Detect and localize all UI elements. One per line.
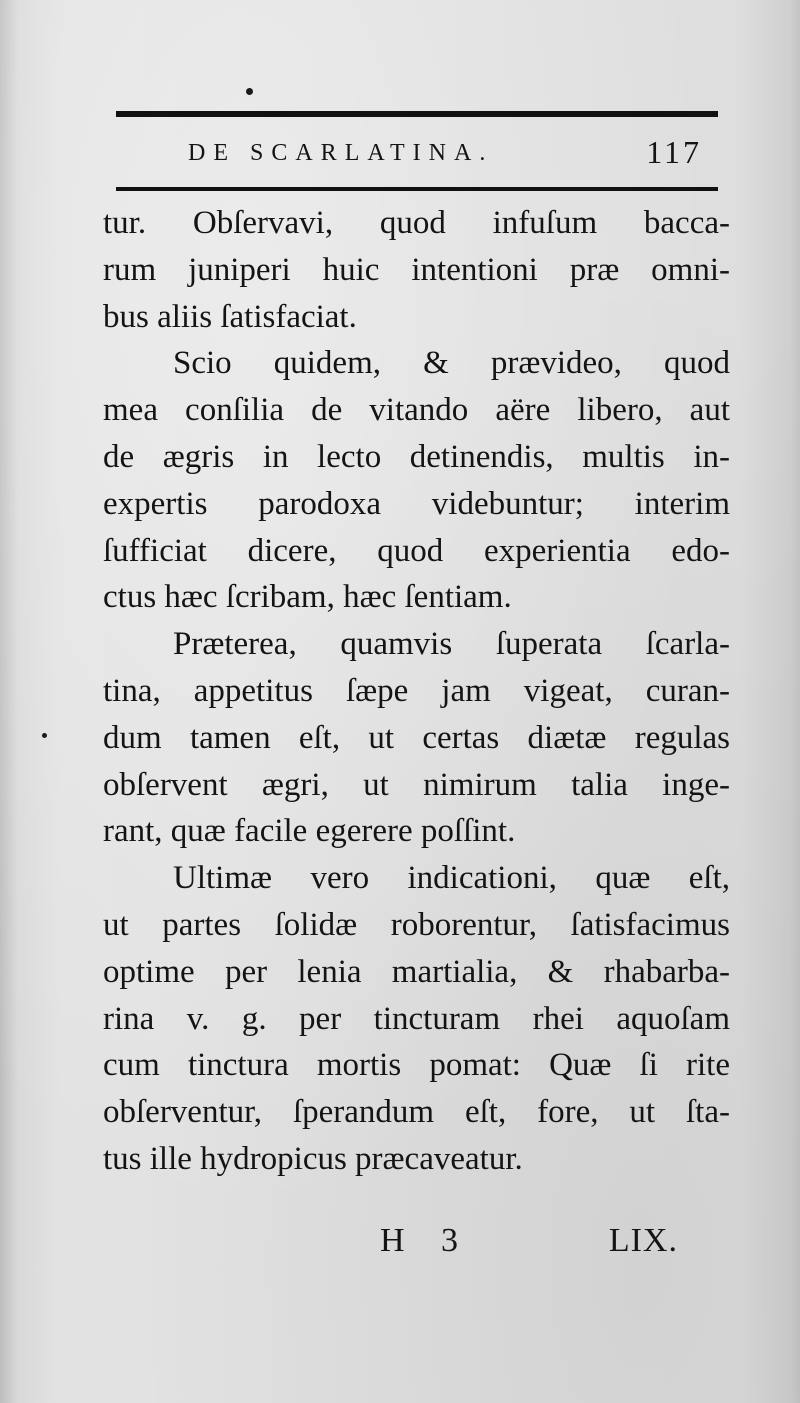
text-line: mea conſilia de vitando aëre libero, aut (103, 392, 730, 429)
text-line: Ultimæ vero indicationi, quæ eſt, (173, 860, 730, 897)
text-line: obſerventur, ſperandum eſt, fore, ut ſta- (103, 1094, 730, 1131)
text-line: tus ille hydropicus præcaveatur. (103, 1140, 523, 1177)
text-line: ſufficiat dicere, quod experientia edo- (103, 532, 730, 569)
text-line: rum juniperi huic intentioni præ omni- (103, 251, 730, 288)
text-line: Præterea, quamvis ſuperata ſcarla- (173, 626, 730, 663)
signature-mark: H 3 (380, 1222, 473, 1259)
text-line: ut partes ſolidæ roborentur, ſatisfacimus (103, 906, 730, 943)
text-line: Scio quidem, & prævideo, quod (173, 345, 730, 382)
page-footer (380, 1222, 690, 1272)
header-rule-bottom (116, 187, 718, 191)
text-line: rant, quæ facile egerere poſſint. (103, 813, 516, 850)
body-text (103, 200, 730, 1183)
ink-speck (42, 733, 47, 738)
ink-speck (246, 88, 253, 95)
text-line: tina, appetitus ſæpe jam vigeat, curan- (103, 672, 730, 709)
header-rule-top (116, 111, 718, 117)
text-line: obſervent ægri, ut nimirum talia inge- (103, 766, 730, 803)
text-line: de ægris in lecto detinendis, multis in- (103, 438, 730, 475)
catchword: LIX. (608, 1222, 678, 1259)
text-line: optime per lenia martialia, & rhabarba- (103, 953, 730, 990)
text-line: tur. Obſervavi, quod infuſum bacca- (103, 205, 730, 241)
text-line: rina v. g. per tincturam rhei aquoſam (103, 1000, 730, 1037)
page-number: 117 (646, 134, 702, 170)
text-line: ctus hæc ſcribam, hæc ſentiam. (103, 579, 512, 616)
text-line: bus aliis ſatisfaciat. (103, 298, 357, 335)
text-line: cum tinctura mortis pomat: Quæ ſi rite (103, 1047, 730, 1084)
text-line: expertis parodoxa videbuntur; interim (103, 485, 730, 522)
text-line: dum tamen eſt, ut certas diætæ regulas (103, 719, 730, 756)
running-header (188, 134, 718, 174)
running-title: DE SCARLATINA. (188, 140, 494, 166)
